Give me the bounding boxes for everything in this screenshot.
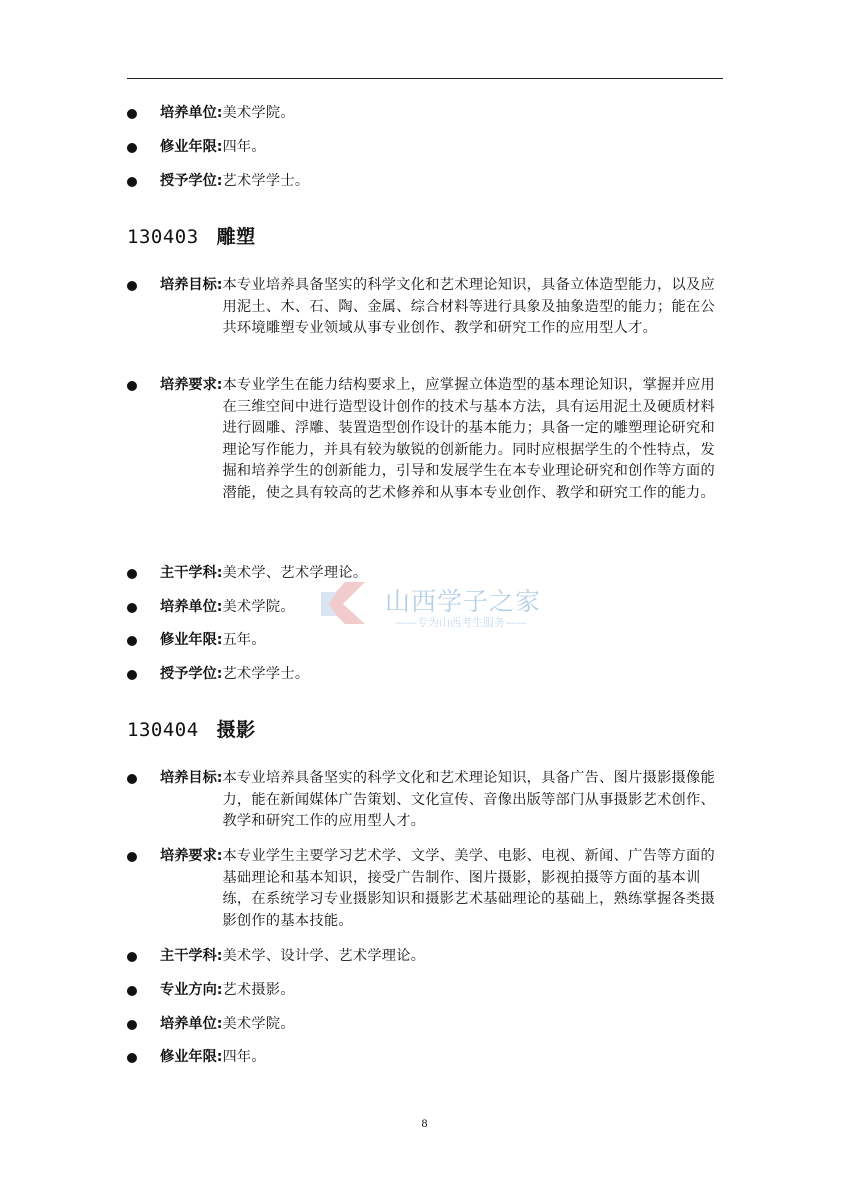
item-label: 主干学科:	[160, 565, 223, 581]
bullet-icon	[127, 109, 137, 119]
bullet-icon	[127, 143, 137, 153]
item-text: 美术学、艺术学理论。	[222, 565, 368, 581]
item-text: 四年。	[222, 1049, 266, 1065]
section-heading	[127, 715, 256, 742]
item-label: 培养要求:	[160, 848, 223, 864]
list-item	[127, 171, 727, 193]
bullet-icon	[127, 1020, 137, 1030]
section-heading	[127, 222, 256, 249]
item-label: 培养目标:	[160, 770, 223, 786]
watermark-logo-icon	[315, 578, 375, 628]
bullet-icon	[127, 1053, 137, 1063]
item-text: 本专业培养具备坚实的科学文化和艺术理论知识，具备广告、图片摄影摄像能力，能在新闻媒体广告策划、文化宣传、音像出版等部门从事摄影艺术创作、教学和研究工作的应用型人才。	[222, 770, 716, 829]
header-rule	[127, 78, 723, 79]
bullet-icon	[127, 281, 137, 291]
bullet-icon	[127, 603, 137, 613]
item-text: 美术学院。	[222, 105, 295, 121]
item-label: 培养目标:	[160, 277, 223, 293]
item-label: 授予学位:	[160, 666, 223, 682]
bullet-icon	[127, 952, 137, 962]
bullet-icon	[127, 670, 137, 680]
section-code: 130404	[127, 719, 199, 741]
bullet-icon	[127, 569, 137, 579]
bullet-icon	[127, 852, 137, 862]
item-text: 四年。	[222, 139, 266, 155]
bullet-icon	[127, 177, 137, 187]
list-item	[127, 103, 727, 125]
list-item	[127, 375, 723, 504]
bullet-icon	[127, 381, 137, 391]
section-title: 雕塑	[216, 226, 256, 248]
item-text: 美术学院。	[222, 1016, 295, 1032]
list-item	[127, 1014, 727, 1036]
item-text: 艺术学学士。	[222, 173, 310, 189]
bullet-icon	[127, 986, 137, 996]
bullet-icon	[127, 774, 137, 784]
item-text: 本专业学生在能力结构要求上，应掌握立体造型的基本理论知识，掌握并应用在三维空间中进行造型设计创作的技术与基本方法，具有运用泥土及硬质材料进行圆雕、浮雕、装置造型创作设计的基本能力；具备一定的雕塑理论研究和理论写作能力，并具有较为敏锐的创新能力。同时应根据学生的个性特点，发掘和培养学生的创新能力，引导和发展学生在本专业理论研究和创作等方面的潜能，使之具有较高的艺术修养和从事本专业创作、教学和研究工作的能力。	[222, 377, 716, 501]
list-item	[127, 768, 723, 833]
list-item	[127, 275, 723, 340]
list-item	[127, 980, 727, 1002]
section-code: 130403	[127, 226, 199, 248]
item-label: 培养单位:	[160, 599, 223, 615]
item-text: 美术学院。	[222, 599, 295, 615]
item-label: 修业年限:	[160, 1049, 223, 1065]
list-item	[127, 664, 727, 686]
item-text: 五年。	[222, 632, 266, 648]
bullet-icon	[127, 636, 137, 646]
item-label: 授予学位:	[160, 173, 223, 189]
item-text: 美术学、设计学、艺术学理论。	[222, 948, 426, 964]
item-text: 艺术学学士。	[222, 666, 310, 682]
item-label: 主干学科:	[160, 948, 223, 964]
item-text: 本专业学生主要学习艺术学、文学、美学、电影、电视、新闻、广告等方面的基础理论和基本知识，接受广告制作、图片摄影，影视拍摄等方面的基本训练，在系统学习专业摄影知识和摄影艺术基础理论的基础上，熟练掌握各类摄影创作的基本技能。	[222, 848, 716, 929]
list-item	[127, 1047, 727, 1069]
item-label: 专业方向:	[160, 982, 223, 998]
list-item	[127, 846, 723, 932]
item-label: 培养单位:	[160, 1016, 223, 1032]
item-label: 培养单位:	[160, 105, 223, 121]
list-item	[127, 137, 727, 159]
item-label: 修业年限:	[160, 139, 223, 155]
watermark	[315, 578, 575, 634]
item-text: 艺术摄影。	[222, 982, 295, 998]
list-item	[127, 946, 727, 968]
watermark-title: 山西学子之家	[385, 587, 542, 616]
section-title: 摄影	[216, 719, 256, 741]
watermark-subtitle: ——专为山西考生服务——	[395, 616, 527, 629]
item-label: 培养要求:	[160, 377, 223, 393]
item-label: 修业年限:	[160, 632, 223, 648]
page-number: 8	[421, 1116, 428, 1130]
item-text: 本专业培养具备坚实的科学文化和艺术理论知识，具备立体造型能力，以及应用泥土、木、石、陶、金属、综合材料等进行具象及抽象造型的能力；能在公共环境雕塑专业领域从事专业创作、教学和研究工作的应用型人才。	[222, 277, 716, 336]
